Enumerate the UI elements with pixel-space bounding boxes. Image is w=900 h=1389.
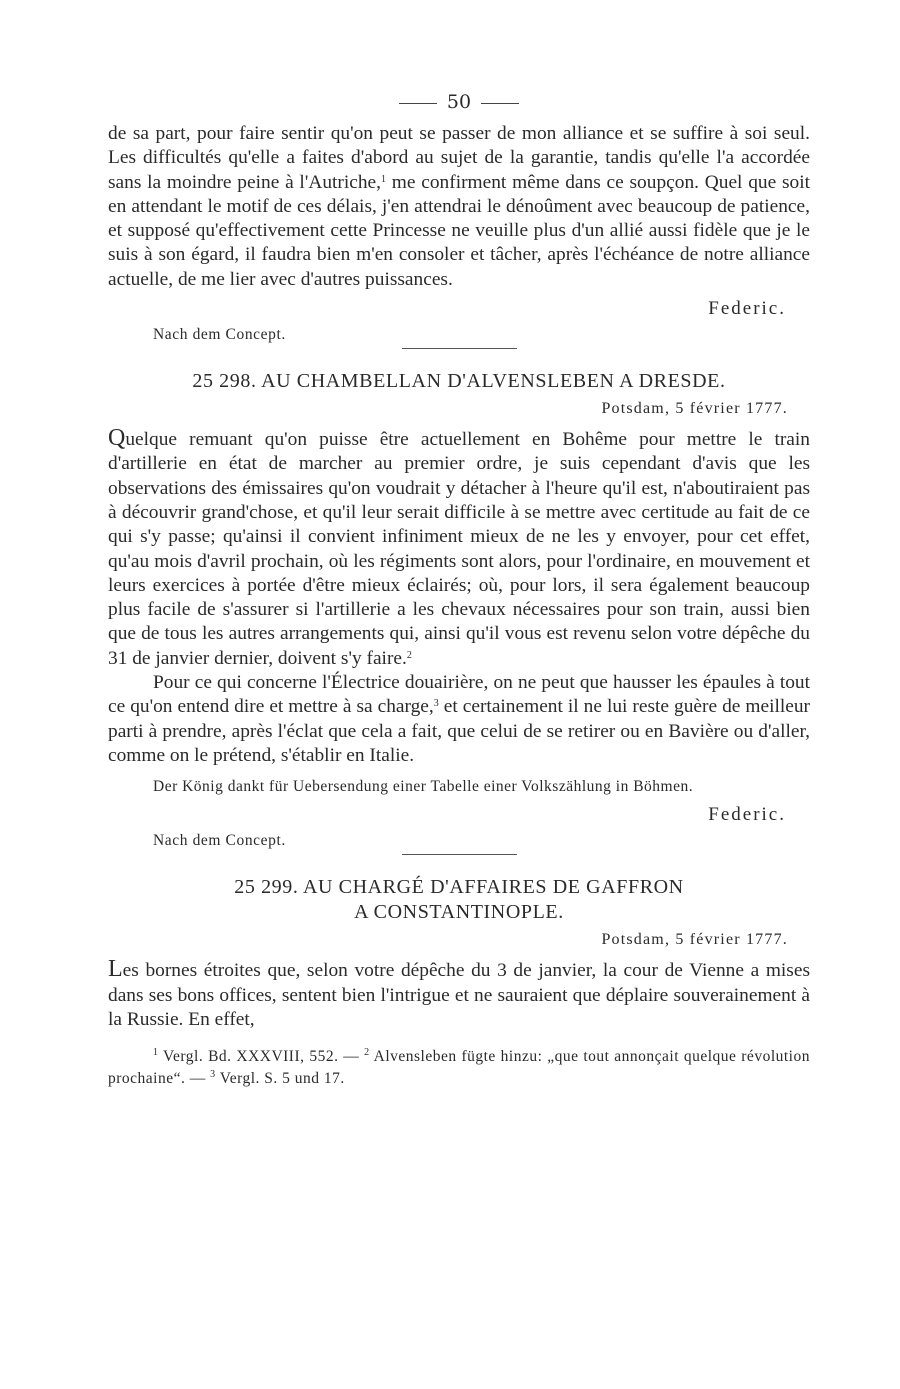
section-divider-1 [402,348,517,349]
letter-25299-heading-line-1: 25 299. AU CHARGÉ D'AFFAIRES DE GAFFRON [234,876,684,899]
prev-letter-source: Nach dem Concept. [153,326,286,344]
letter-25298-paragraph-1 [108,426,810,671]
prev-letter-signature: Federic. [708,298,786,320]
letter-25298-para2-text-after: et certainement il ne lui reste guère de meilleur parti à prendre, après l'éclat que cela a fait, que celui de se retirer ou en Bavière ou d'aller, comme on le prétend, s'établir en Italie. [108,696,811,766]
letter-25299-dateline: Potsdam, 5 février 1777. [601,931,788,949]
letter-25299-initial: L [108,956,123,983]
page-number: 50 [446,91,472,113]
letter-25298-heading: 25 298. AU CHAMBELLAN D'ALVENSLEBEN A DRESDE. [192,370,726,393]
header-dash-left [399,103,437,104]
page-header [108,88,810,116]
footnote-ref-3: 3 [433,698,439,710]
footnote-mark-2: 2 [364,1047,370,1059]
letter-25298-paragraph-2 [108,671,810,768]
footnote-ref-1: 1 [381,173,387,185]
footnote-3-text: Vergl. S. 5 und 17. [215,1070,345,1088]
letter-25298-source: Nach dem Concept. [153,832,286,850]
letter-25298-initial: Q [108,425,126,452]
section-divider-2 [402,854,517,855]
prev-letter-text-after: me confirment même dans ce soupçon. Quel que soit en attendant le motif de ces délais, j'en attendrai le dénoûment avec beaucoup de patience, et supposé qu'effectivement cette Princesse ne veuille plus d'un allié aussi fidèle que je le suis à son égard, il faudra bien m'en consoler et tâcher, après l'échéance de notre alliance actuelle, de me lier avec d'autres puissances. [108,171,810,290]
footnote-2-text: Alvensleben fügte hinzu: „que tout annonçait quelque révolution prochaine“. — [108,1048,810,1088]
footnote-1-text: Vergl. Bd. XXXVIII, 552. — [158,1048,365,1066]
letter-25298-signature: Federic. [708,804,786,826]
letter-25299-paragraph-1 [108,957,810,1032]
footnote-mark-1: 1 [153,1047,159,1059]
header-dash-right [481,103,519,104]
letter-25298-note: Der König dankt für Uebersendung einer Tabelle einer Volkszählung in Böhmen. [153,778,694,796]
letter-25299-heading-line-2: A CONSTANTINOPLE. [354,901,564,924]
footnote-ref-2: 2 [406,649,412,661]
footnotes [108,1046,810,1090]
letter-25298-para2-text: Pour ce qui concerne l'Électrice douairière, on ne peut que hausser les épaules à tout ce qu'on entend dire et mettre à sa charge, [108,672,810,718]
letter-25298-para1-text: uelque remuant qu'on puisse être actuellement en Bohême pour mettre le train d'artillerie en état de marcher au premier ordre, je suis cependant d'avis que les observations des émissaires qu'on voudrait y détacher à l'heure qu'il est, n'aboutiraient pas à découvrir grand'chose, et qu'il leur serait difficile à se mettre avec certitude au fait de ce qui s'y passe; qu'ainsi il convient infiniment mieux de ne les y envoyer, pour cet effet, qu'au mois d'avril prochain, où les régiments sont alors, pour l'ordinaire, en mouvement et leurs exercices à portée d'être mieux éclairés; où, pour lors, il sera également beaucoup plus facile de s'assurer si l'artillerie a les chevaux nécessaires pour son train, aussi bien que de tous les autres arrangements qui, ainsi qu'il vous est revenu selon votre dépêche du 31 de janvier dernier, doivent s'y faire. [108,429,810,669]
prev-letter-paragraph [108,122,810,292]
prev-letter-text: de sa part, pour faire sentir qu'on peut se passer de mon alliance et se suffire à soi seul. Les difficultés qu'elle a faites d'abord au sujet de la garantie, tandis qu'elle l'a accordée sans la moindre peine à l'Autriche, [108,123,810,193]
letter-25298-dateline: Potsdam, 5 février 1777. [601,400,788,418]
page [108,88,810,1090]
letter-25299-para1-text: es bornes étroites que, selon votre dépêche du 3 de janvier, la cour de Vienne a mises dans ses bons offices, sentent bien l'intrigue et ne sauraient que déplaire souverainement à la Russie. En effet, [108,960,810,1030]
footnote-mark-3: 3 [210,1069,216,1081]
